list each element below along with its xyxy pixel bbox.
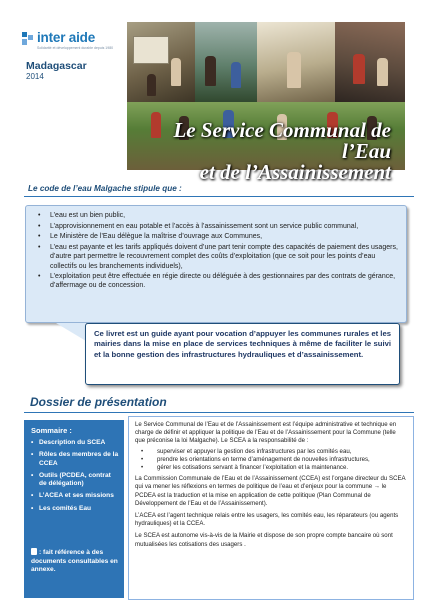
annex-icon bbox=[31, 548, 37, 555]
description-paragraph: L’ACEA est l’agent technique relais entre les usagers, les comités eau, les réparateurs (ou agents hydrauliques) et la CCEA. bbox=[135, 512, 399, 528]
guide-callout bbox=[85, 323, 400, 385]
description-paragraph: La Commission Communale de l’Eau et de l’Assainissement (CCEA) est l’organe directeur du SCEA qui va mener les réflexions en termes de politique de l’eau et d’enjeux pour la commune → le PCDEA est la traduction et la mise en application de cette politique (Plan Communal de Développement de l’Eau et de l’Assainissement). bbox=[135, 475, 406, 507]
brochure-title bbox=[127, 120, 405, 183]
logo-mark-icon bbox=[22, 32, 34, 46]
code-heading: Le code de l’eau Malgache stipule que : bbox=[28, 184, 182, 193]
logo-tagline: Solidarité et développement durable depuis 1980 bbox=[37, 46, 114, 50]
code-item: • Le Ministère de l’Eau délègue la maîtrise d’ouvrage aux Communes, bbox=[38, 232, 398, 241]
divider bbox=[24, 412, 414, 413]
sommaire-note-text: : fait référence à des documents consultables en annexe. bbox=[31, 549, 118, 574]
sommaire-item: • Les comités Eau bbox=[31, 505, 119, 514]
logo-name: inter aide bbox=[37, 30, 96, 45]
description-paragraph: Le Service Communal de l’Eau et de l’Assainissement est l’équipe administrative et technique en charge de définir et appliquer la politique de l’Eau et de l’Assainissement pour la Commune (telle que préconise la loi Malgache). Le SCEA a la responsabilité de : bbox=[135, 421, 397, 445]
office-photo bbox=[195, 22, 257, 102]
workshop-photo bbox=[335, 22, 405, 102]
meeting-photo bbox=[127, 22, 195, 102]
sommaire-note bbox=[31, 548, 119, 575]
code-list bbox=[38, 211, 398, 291]
sommaire-list bbox=[31, 439, 119, 513]
photo-collage bbox=[127, 22, 405, 184]
year-label: 2014 bbox=[26, 72, 44, 81]
code-item: • L’eau est payante et les tarifs appliqués doivent d’une part tenir compte des capacités de paiement des usagers, d’autre part permettre le recouvrement complet des coûts d’exploitation (que ce soit pour les points d’eau collectifs ou les branchements individuels), bbox=[38, 243, 398, 271]
whiteboard bbox=[133, 36, 169, 64]
code-item: • L’eau est un bien public, bbox=[38, 211, 398, 220]
callout-text: Ce livret est un guide ayant pour vocation d’appuyer les communes rurales et les mairies dans la mise en place de services techniques à même de faciliter le suivi et la bonne gestion des infrastructures hydrauliques et d’assainissement. bbox=[94, 329, 391, 359]
sommaire-item: • Outils (PCDEA, contrat de délégation) bbox=[31, 472, 119, 489]
responsibility-item: • prendre les orientations en terme d’aménagement de nouvelles infrastructures, bbox=[141, 456, 407, 464]
description-paragraph: Le SCEA est autonome vis-à-vis de la Mairie et dispose de son propre compte bancaire où sont mutualisées les cotisations des usagers . bbox=[135, 532, 393, 548]
dossier-heading: Dossier de présentation bbox=[30, 395, 167, 409]
title-line-1: Le Service Communal de l’Eau bbox=[173, 118, 391, 163]
country-label: Madagascar bbox=[26, 60, 87, 72]
responsibility-list bbox=[141, 448, 407, 473]
sommaire-item: • Description du SCEA bbox=[31, 439, 119, 448]
responsibility-item: • superviser et appuyer la gestion des infrastructures par les comités eau, bbox=[141, 448, 407, 456]
code-list-box bbox=[25, 205, 407, 323]
inter-aide-logo bbox=[22, 30, 122, 54]
sommaire-item: • Rôles des membres de la CCEA bbox=[31, 451, 119, 468]
divider bbox=[24, 196, 414, 197]
sommaire-item: • L’ACEA et ses missions bbox=[31, 492, 119, 501]
callout-pointer bbox=[56, 323, 86, 341]
code-item: • L’approvisionnement en eau potable et l’accès à l’assainissement sont un service public communal, bbox=[38, 222, 398, 231]
sommaire-title: Sommaire : bbox=[31, 426, 72, 435]
title-line-2: et de l’Assainissement bbox=[199, 160, 391, 184]
description-box bbox=[128, 416, 414, 600]
tap-photo bbox=[257, 22, 335, 102]
code-item: • L’exploitation peut être effectuée en régie directe ou déléguée à des gestionnaires par des contrats de gérance, d’affermage ou de concession. bbox=[38, 272, 398, 290]
sommaire-box bbox=[24, 420, 124, 598]
responsibility-item: • gérer les cotisations servant à financer l’exploitation et la maintenance. bbox=[141, 464, 407, 472]
